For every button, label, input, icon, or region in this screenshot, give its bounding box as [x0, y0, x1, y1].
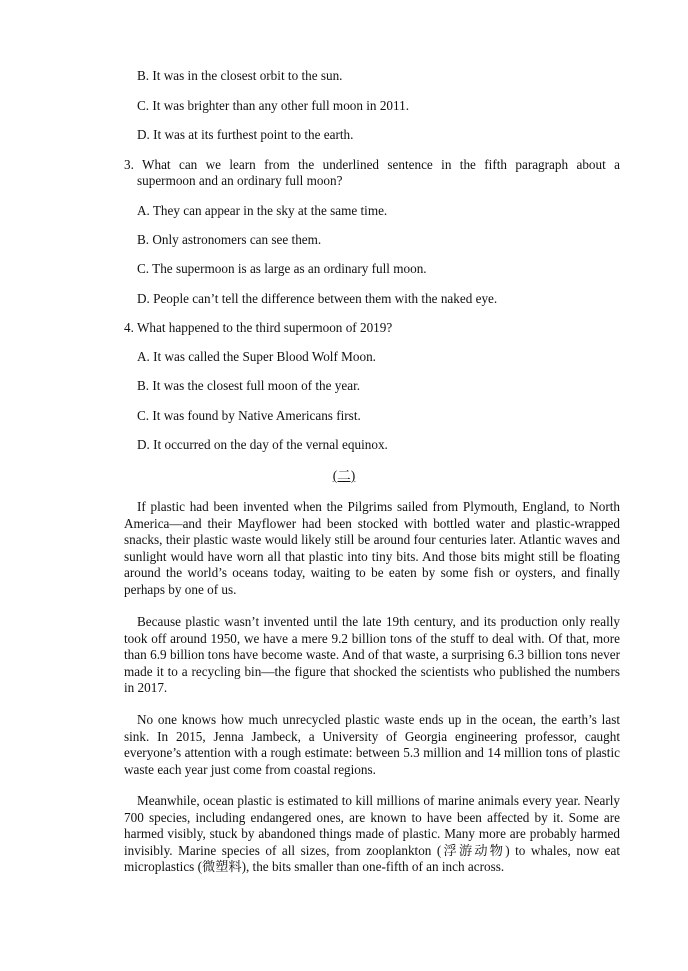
q3-option-b: B. Only astronomers can see them. — [137, 232, 322, 247]
section-heading — [0, 468, 688, 484]
q3-stem-cont: supermoon and an ordinary full moon? — [137, 173, 343, 188]
section-heading-text: (二) — [332, 468, 356, 483]
q3-stem: 3. What can we learn from the underlined sentence in the fifth paragraph about a — [124, 157, 620, 172]
paragraph-text: If plastic had been invented when the Pilgrims sailed from Plymouth, England, to North America—and their Mayflower had been stocked with bottled water and plastic-wrapped snacks, their plastic waste would likely still be around four centuries later. Atlantic waves and sunlight would have worn all that plastic into tiny bits. And those bits might still be floating around the world’s oceans today, waiting to be eaten by some fish or oysters, and finally perhaps by one of us. — [124, 499, 620, 597]
paragraph-2 — [124, 614, 620, 697]
paragraph-text: No one knows how much unrecycled plastic waste ends up in the ocean, the earth’s last sink. In 2015, Jenna Jambeck, a University of Georgia engineering professor, caught everyone’s attention with a rough estimate: between 5.3 million and 14 million tons of plastic waste each year just come from coastal regions. — [124, 712, 620, 777]
q2-option-c: C. It was brighter than any other full moon in 2011. — [137, 98, 410, 113]
q3-option-c: C. The supermoon is as large as an ordinary full moon. — [137, 261, 427, 276]
q4-option-c: C. It was found by Native Americans first. — [137, 408, 361, 423]
q2-option-b: B. It was in the closest orbit to the sun. — [137, 68, 343, 83]
q3-option-d: D. People can’t tell the difference between them with the naked eye. — [137, 291, 498, 306]
q2-option-d: D. It was at its furthest point to the earth. — [137, 127, 354, 142]
q4-stem: 4. What happened to the third supermoon of 2019? — [124, 320, 393, 335]
paragraph-3 — [124, 712, 620, 778]
q4-option-d: D. It occurred on the day of the vernal equinox. — [137, 437, 388, 452]
paragraph-text: Meanwhile, ocean plastic is estimated to kill millions of marine animals every year. Nearly 700 species, including endangered ones, are known to have been affected by it. Some are harmed visibly, stuck by abandoned things made of plastic. Many more are probably harmed invisibly. Marine species of all sizes, from zooplankton (浮游动物) to whales, now eat microplastics (微塑料), the bits smaller than one-fifth of an inch across. — [124, 793, 620, 874]
q4-option-a: A. It was called the Super Blood Wolf Moon. — [137, 349, 376, 364]
q3-option-a: A. They can appear in the sky at the same time. — [137, 203, 388, 218]
paragraph-4 — [124, 793, 620, 876]
paragraph-text: Because plastic wasn’t invented until the late 19th century, and its production only really took off around 1950, we have a mere 9.2 billion tons of the stuff to deal with. Of that, more than 6.9 billion tons have become waste. And of that waste, a surprising 6.3 billion tons never made it to a recycling bin—the figure that shocked the scientists who published the numbers in 2017. — [124, 614, 620, 695]
paragraph-1 — [124, 499, 620, 598]
q4-option-b: B. It was the closest full moon of the year. — [137, 378, 361, 393]
